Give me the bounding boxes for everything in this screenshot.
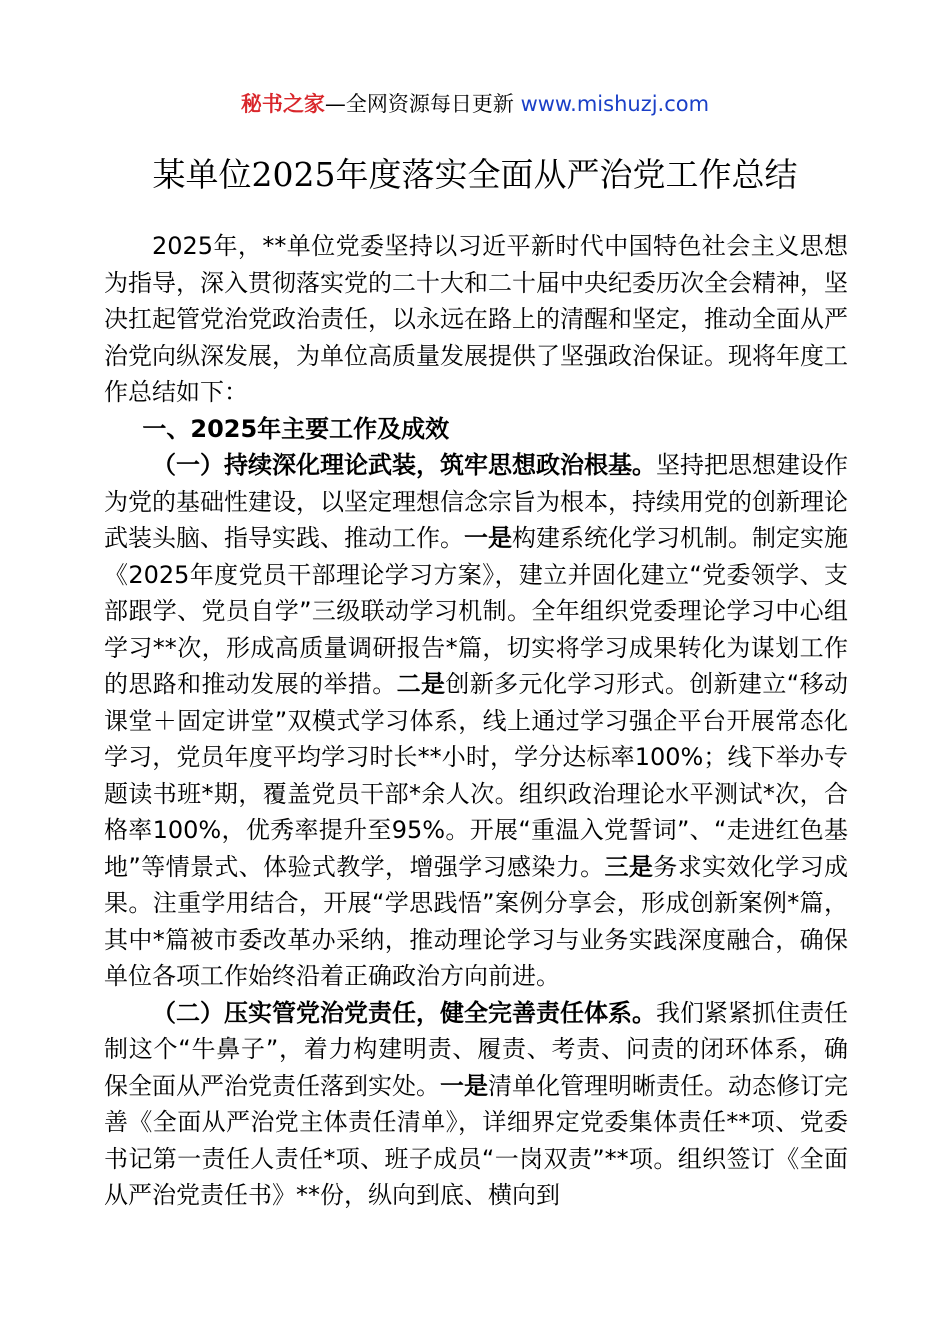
part1-paragraph [104, 447, 848, 995]
site-banner [0, 88, 950, 120]
part1-text4: 务求实效化学习成果。注重学用结合，开展“学思践悟”案例分享会，形成创新案例*篇，其中*篇被市委改革办采纳，推动理论学习与业务实践深度融合，确保单位各项工作始终沿着正确政治方向前进。 [104, 852, 849, 990]
document-title: 某单位2025年度落实全面从严治党工作总结 [152, 155, 798, 194]
part1-marker3: 三是 [604, 852, 654, 881]
section-heading: 一、2025年主要工作及成效 [142, 414, 450, 443]
part1-text1: 坚持把思想建设作为党的基础性建设，以坚定理想信念宗旨为根本，持续用党的创新理论武装头脑、指导实践、推动工作。 [104, 451, 848, 552]
part1-text3: 创新多元化学习形式。创新建立“移动课堂＋固定讲堂”双模式学习体系，线上通过学习强企平台开展常态化学习，党员年度平均学习时长**小时，学分达标率100%；线下举办专题读书班*期，覆盖党员干部*余人次。组织政治理论水平测试*次，合格率100%，优秀率提升至95%。开展“重温入党誓词”、“走进红色基地”等情景式、体验式教学，增强学习感染力。 [104, 670, 849, 881]
part2-marker1: 一是 [440, 1071, 488, 1100]
banner-url[interactable]: www.mishuzj.com [520, 92, 710, 116]
document-body [104, 228, 848, 1214]
part2-paragraph [104, 995, 848, 1214]
part2-text1: 我们紧紧抓住责任制这个“牛鼻子”，着力构建明责、履责、考责、问责的闭环体系，确保全面从严治党责任落到实处。 [104, 998, 848, 1100]
banner-brand: 秘书之家 [240, 92, 325, 116]
part1-marker1: 一是 [464, 524, 512, 552]
part1-text2: 构建系统化学习机制。制定实施《2025年度党员干部理论学习方案》，建立并固化建立“党委领学、支部跟学、党员自学”三级联动学习机制。全年组织党委理论学习中心组学习**次，形成高质量调研报告*篇，切实将学习成果转化为谋划工作的思路和推动发展的举措。 [104, 524, 848, 698]
part1-marker2: 二是 [396, 670, 446, 698]
intro-paragraph: 2025年，**单位党委坚持以习近平新时代中国特色社会主义思想为指导，深入贯彻落实党的二十大和二十届中央纪委历次全会精神，坚决扛起管党治党政治责任，以永远在路上的清醒和坚定，推动全面从严治党向纵深发展，为单位高质量发展提供了坚强政治保证。现将年度工作总结如下： [104, 232, 848, 406]
part2-text2: 清单化管理明晰责任。动态修订完善《全面从严治党主体责任清单》，详细界定党委集体责任**项、党委书记第一责任人责任*项、班子成员“一岗双责”**项。组织签订《全面从严治党责任书》**份，纵向到底、横向到 [104, 1071, 848, 1209]
banner-slogan: —全网资源每日更新 [324, 92, 521, 116]
part1-lead: （一）持续深化理论武装，筑牢思想政治根基。 [152, 451, 656, 479]
part2-lead: （二）压实管党治党责任，健全完善责任体系。 [152, 998, 656, 1027]
